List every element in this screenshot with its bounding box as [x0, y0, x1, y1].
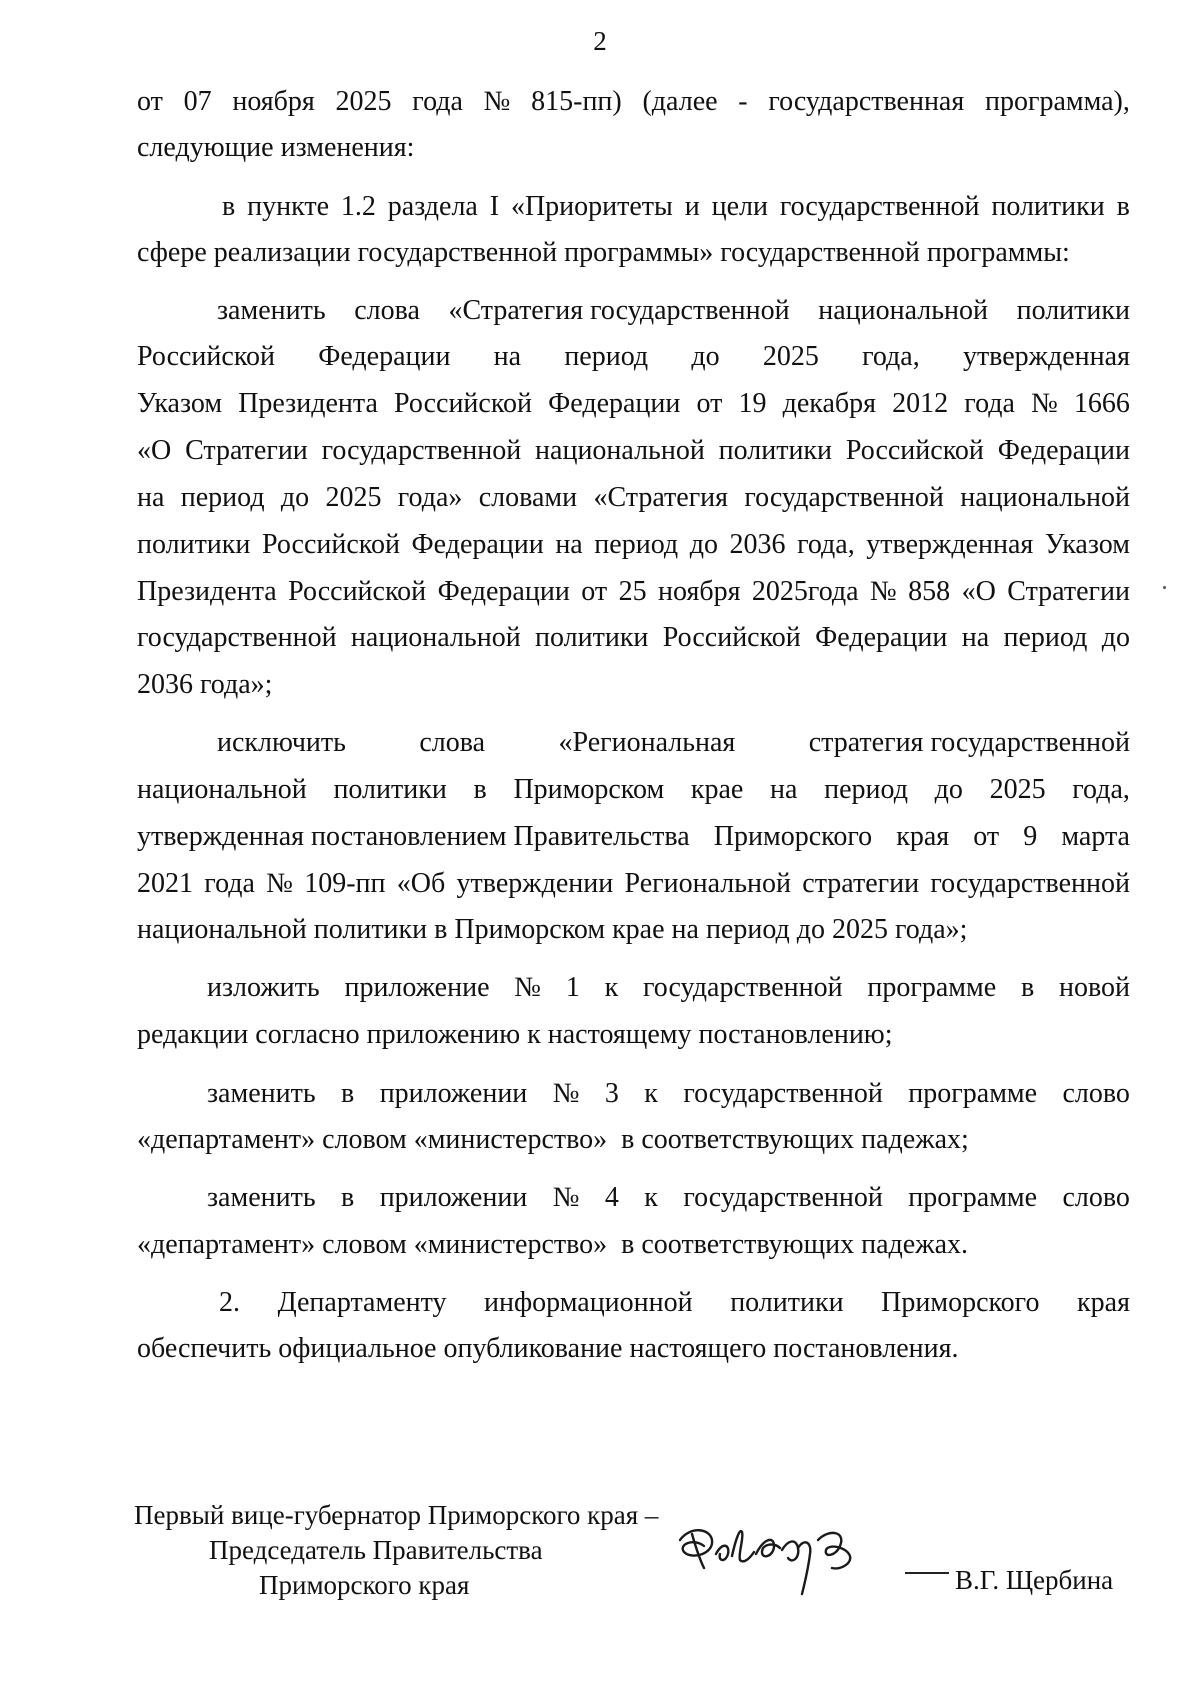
word: 815-пп)	[531, 86, 622, 117]
word: декабря	[782, 388, 877, 419]
word: в	[341, 1182, 355, 1213]
word: «Об	[396, 868, 446, 899]
word: №	[1031, 388, 1058, 419]
word: Российской	[288, 576, 427, 607]
text-line: национальной политики в Приморском крае на период до 2025 года»;	[137, 914, 968, 945]
word: на	[555, 529, 583, 560]
word: слова	[354, 295, 420, 326]
word: словами	[478, 482, 578, 513]
word: на	[493, 341, 522, 372]
signatory-title-line3: Приморского края	[259, 1570, 470, 1600]
text-line	[137, 574, 1130, 610]
word: цели	[711, 191, 768, 222]
word: в	[222, 191, 236, 222]
word: заменить	[207, 1078, 316, 1109]
word: 1	[565, 972, 580, 1003]
word: 2025	[325, 482, 382, 513]
text-line	[207, 1076, 1130, 1112]
word: края	[896, 821, 950, 852]
word: слова	[419, 727, 486, 758]
word: государственной	[744, 482, 944, 513]
word: в	[1020, 972, 1035, 1003]
word: 1666	[1073, 388, 1130, 419]
word: марта	[1061, 821, 1130, 852]
word: государственной	[683, 1182, 883, 1213]
word: Президента	[238, 388, 378, 419]
word: Приморском	[513, 774, 665, 805]
text-line: редакции согласно приложению к настоящему постановлению;	[137, 1019, 893, 1050]
word: период	[594, 529, 679, 560]
text-line	[137, 527, 1130, 563]
word: №	[266, 868, 293, 899]
word: национальной	[350, 622, 521, 653]
word: «О	[961, 576, 996, 607]
word: программе	[908, 1182, 1038, 1213]
word: утвержденная постановлением Правительства	[137, 821, 690, 852]
word: программе	[867, 972, 997, 1003]
word: Стратегии	[185, 435, 308, 466]
word: на	[770, 774, 798, 805]
word: 1.2	[340, 191, 376, 222]
word: Федерации	[997, 435, 1130, 466]
word: «Стратегия	[593, 482, 729, 513]
word: государственной	[137, 622, 337, 653]
scan-speck	[1163, 586, 1166, 589]
word: период	[1003, 622, 1088, 653]
word: государственная	[768, 86, 965, 117]
word: национальной	[535, 435, 705, 466]
word: до	[1101, 622, 1130, 653]
word: Федерации	[815, 622, 948, 653]
text-line	[137, 386, 1130, 422]
word: №	[552, 1078, 580, 1109]
word: ноября	[232, 86, 315, 117]
word: Департаменту	[277, 1287, 447, 1318]
word: от	[581, 576, 608, 607]
signature-dash	[905, 1572, 949, 1574]
word: 9	[1023, 821, 1038, 852]
word: утвержденная	[866, 529, 1034, 560]
signatory-title-line2: Председатель Правительства	[209, 1535, 543, 1565]
word: года,	[797, 529, 855, 560]
word: исключить	[217, 727, 346, 758]
word: №	[483, 86, 511, 117]
text-line	[222, 189, 1130, 225]
word: «О	[137, 435, 172, 466]
word: до	[280, 482, 310, 513]
word: государственной	[683, 1078, 883, 1109]
word: период	[564, 341, 649, 372]
word: 858	[908, 576, 951, 607]
word: крае	[690, 774, 744, 805]
word: (далее	[642, 86, 718, 117]
word: политики	[718, 435, 833, 466]
word: стратегия государственной	[808, 727, 1130, 758]
word: №	[552, 1182, 580, 1213]
word: 2025	[335, 86, 392, 117]
text-line	[219, 1285, 1130, 1321]
word: Федерации	[318, 341, 451, 372]
word: государственной	[930, 868, 1130, 899]
word: приложении	[379, 1182, 528, 1213]
word: Российской	[394, 388, 533, 419]
word: национальной	[960, 482, 1130, 513]
word: на	[961, 622, 990, 653]
text-line	[137, 772, 1130, 808]
text-line	[137, 819, 1130, 855]
word: приложении	[379, 1078, 528, 1109]
word: «Стратегия государственной	[448, 295, 790, 326]
word: в	[341, 1078, 355, 1109]
word: Указом	[137, 388, 223, 419]
word: Федерации	[411, 529, 544, 560]
word: года,	[862, 341, 920, 372]
word: до	[689, 529, 718, 560]
word: Российской	[845, 435, 984, 466]
signatory-title-line1: Первый вице-губернатор Приморского края –	[134, 1500, 659, 1530]
word: 25	[618, 576, 647, 607]
word: программа),	[984, 86, 1130, 117]
signer-name: В.Г. Щербина	[955, 1565, 1114, 1595]
text-line	[217, 725, 1130, 761]
word: Приморского	[713, 821, 873, 852]
word: Российской	[261, 529, 400, 560]
text-line: обеспечить официальное опубликование настоящего постановления.	[137, 1333, 959, 1364]
word: период	[180, 482, 265, 513]
word: Федерации	[437, 576, 570, 607]
word: года»	[397, 482, 463, 513]
word: политики	[333, 774, 447, 805]
word: 3	[604, 1078, 619, 1109]
word: политики	[730, 1287, 844, 1318]
word: приложение	[344, 972, 490, 1003]
word: пункте	[247, 191, 329, 222]
text-line: «департамент» словом «министерство» в соответствующих падежах;	[137, 1124, 969, 1155]
word: 19	[738, 388, 767, 419]
word: ноября	[658, 576, 741, 607]
text-line: следующие изменения:	[137, 132, 415, 163]
word: 07	[183, 86, 212, 117]
word: Российской	[137, 341, 275, 372]
word: Российской	[662, 622, 801, 653]
word: 2025	[989, 774, 1046, 805]
word: национальной	[137, 774, 307, 805]
word: в	[473, 774, 487, 805]
word: к	[604, 972, 619, 1003]
word: до	[934, 774, 963, 805]
word: Президента	[137, 576, 277, 607]
word: программе	[908, 1078, 1038, 1109]
page-number: 2	[593, 26, 607, 56]
word: 2021	[137, 868, 193, 899]
text-line	[137, 339, 1130, 375]
word: от	[137, 86, 163, 117]
word: Стратегии	[1007, 576, 1130, 607]
word: утверждении	[456, 868, 614, 899]
word: слово	[1062, 1078, 1130, 1109]
text-line: «департамент» словом «министерство» в соответствующих падежах.	[137, 1229, 968, 1260]
text-line: 2036 года»;	[137, 669, 273, 700]
word: №	[870, 576, 897, 607]
word: государственной	[643, 972, 843, 1003]
word: изложить	[207, 972, 320, 1003]
text-line	[137, 84, 1130, 120]
text-line	[137, 866, 1130, 902]
word: политики	[535, 622, 649, 653]
word: I	[489, 191, 500, 222]
word: года	[412, 86, 463, 117]
word: от	[973, 821, 1000, 852]
word: национальной	[818, 295, 988, 326]
word: к	[644, 1078, 658, 1109]
word: 2025года	[751, 576, 859, 607]
word: утвержденная	[962, 341, 1130, 372]
word: Региональной	[624, 868, 791, 899]
word: 2.	[219, 1287, 240, 1318]
text-line	[207, 970, 1130, 1006]
word: заменить	[207, 1182, 316, 1213]
word: края	[1077, 1287, 1130, 1318]
word: до	[691, 341, 720, 372]
text-line	[217, 293, 1130, 329]
word: года	[964, 388, 1015, 419]
word: политики	[137, 529, 251, 560]
word: года	[204, 868, 255, 899]
word: государственной	[779, 191, 980, 222]
word: от	[696, 388, 723, 419]
text-line	[207, 1180, 1130, 1216]
text-line: сфере реализации государственной программы» государственной программы:	[137, 237, 1070, 268]
word: 4	[604, 1182, 619, 1213]
word: «Региональная	[558, 727, 736, 758]
word: Указом	[1044, 529, 1130, 560]
word: государственной	[321, 435, 522, 466]
text-line	[137, 480, 1130, 516]
word: стратегии	[802, 868, 920, 899]
text-line	[137, 433, 1130, 469]
word: 2025	[762, 341, 819, 372]
word: 2036	[729, 529, 786, 560]
word: Федерации	[548, 388, 681, 419]
word: «Приоритеты	[510, 191, 673, 222]
word: период	[824, 774, 908, 805]
word: к	[644, 1182, 658, 1213]
word: информационной	[484, 1287, 693, 1318]
word: Приморского	[881, 1287, 1040, 1318]
word: заменить	[217, 295, 326, 326]
word: 2012	[892, 388, 949, 419]
text-line	[137, 620, 1130, 656]
word: политики	[1016, 295, 1130, 326]
word: новой	[1058, 972, 1130, 1003]
word: на	[137, 482, 165, 513]
word: 109-пп	[304, 868, 386, 899]
word: политики	[991, 191, 1105, 222]
word: слово	[1062, 1182, 1130, 1213]
word: раздела	[387, 191, 478, 222]
word: -	[738, 86, 748, 117]
handwritten-signature	[670, 1498, 910, 1608]
word: в	[1116, 191, 1130, 222]
word: года,	[1072, 774, 1130, 805]
word: и	[684, 191, 700, 222]
word: №	[514, 972, 542, 1003]
